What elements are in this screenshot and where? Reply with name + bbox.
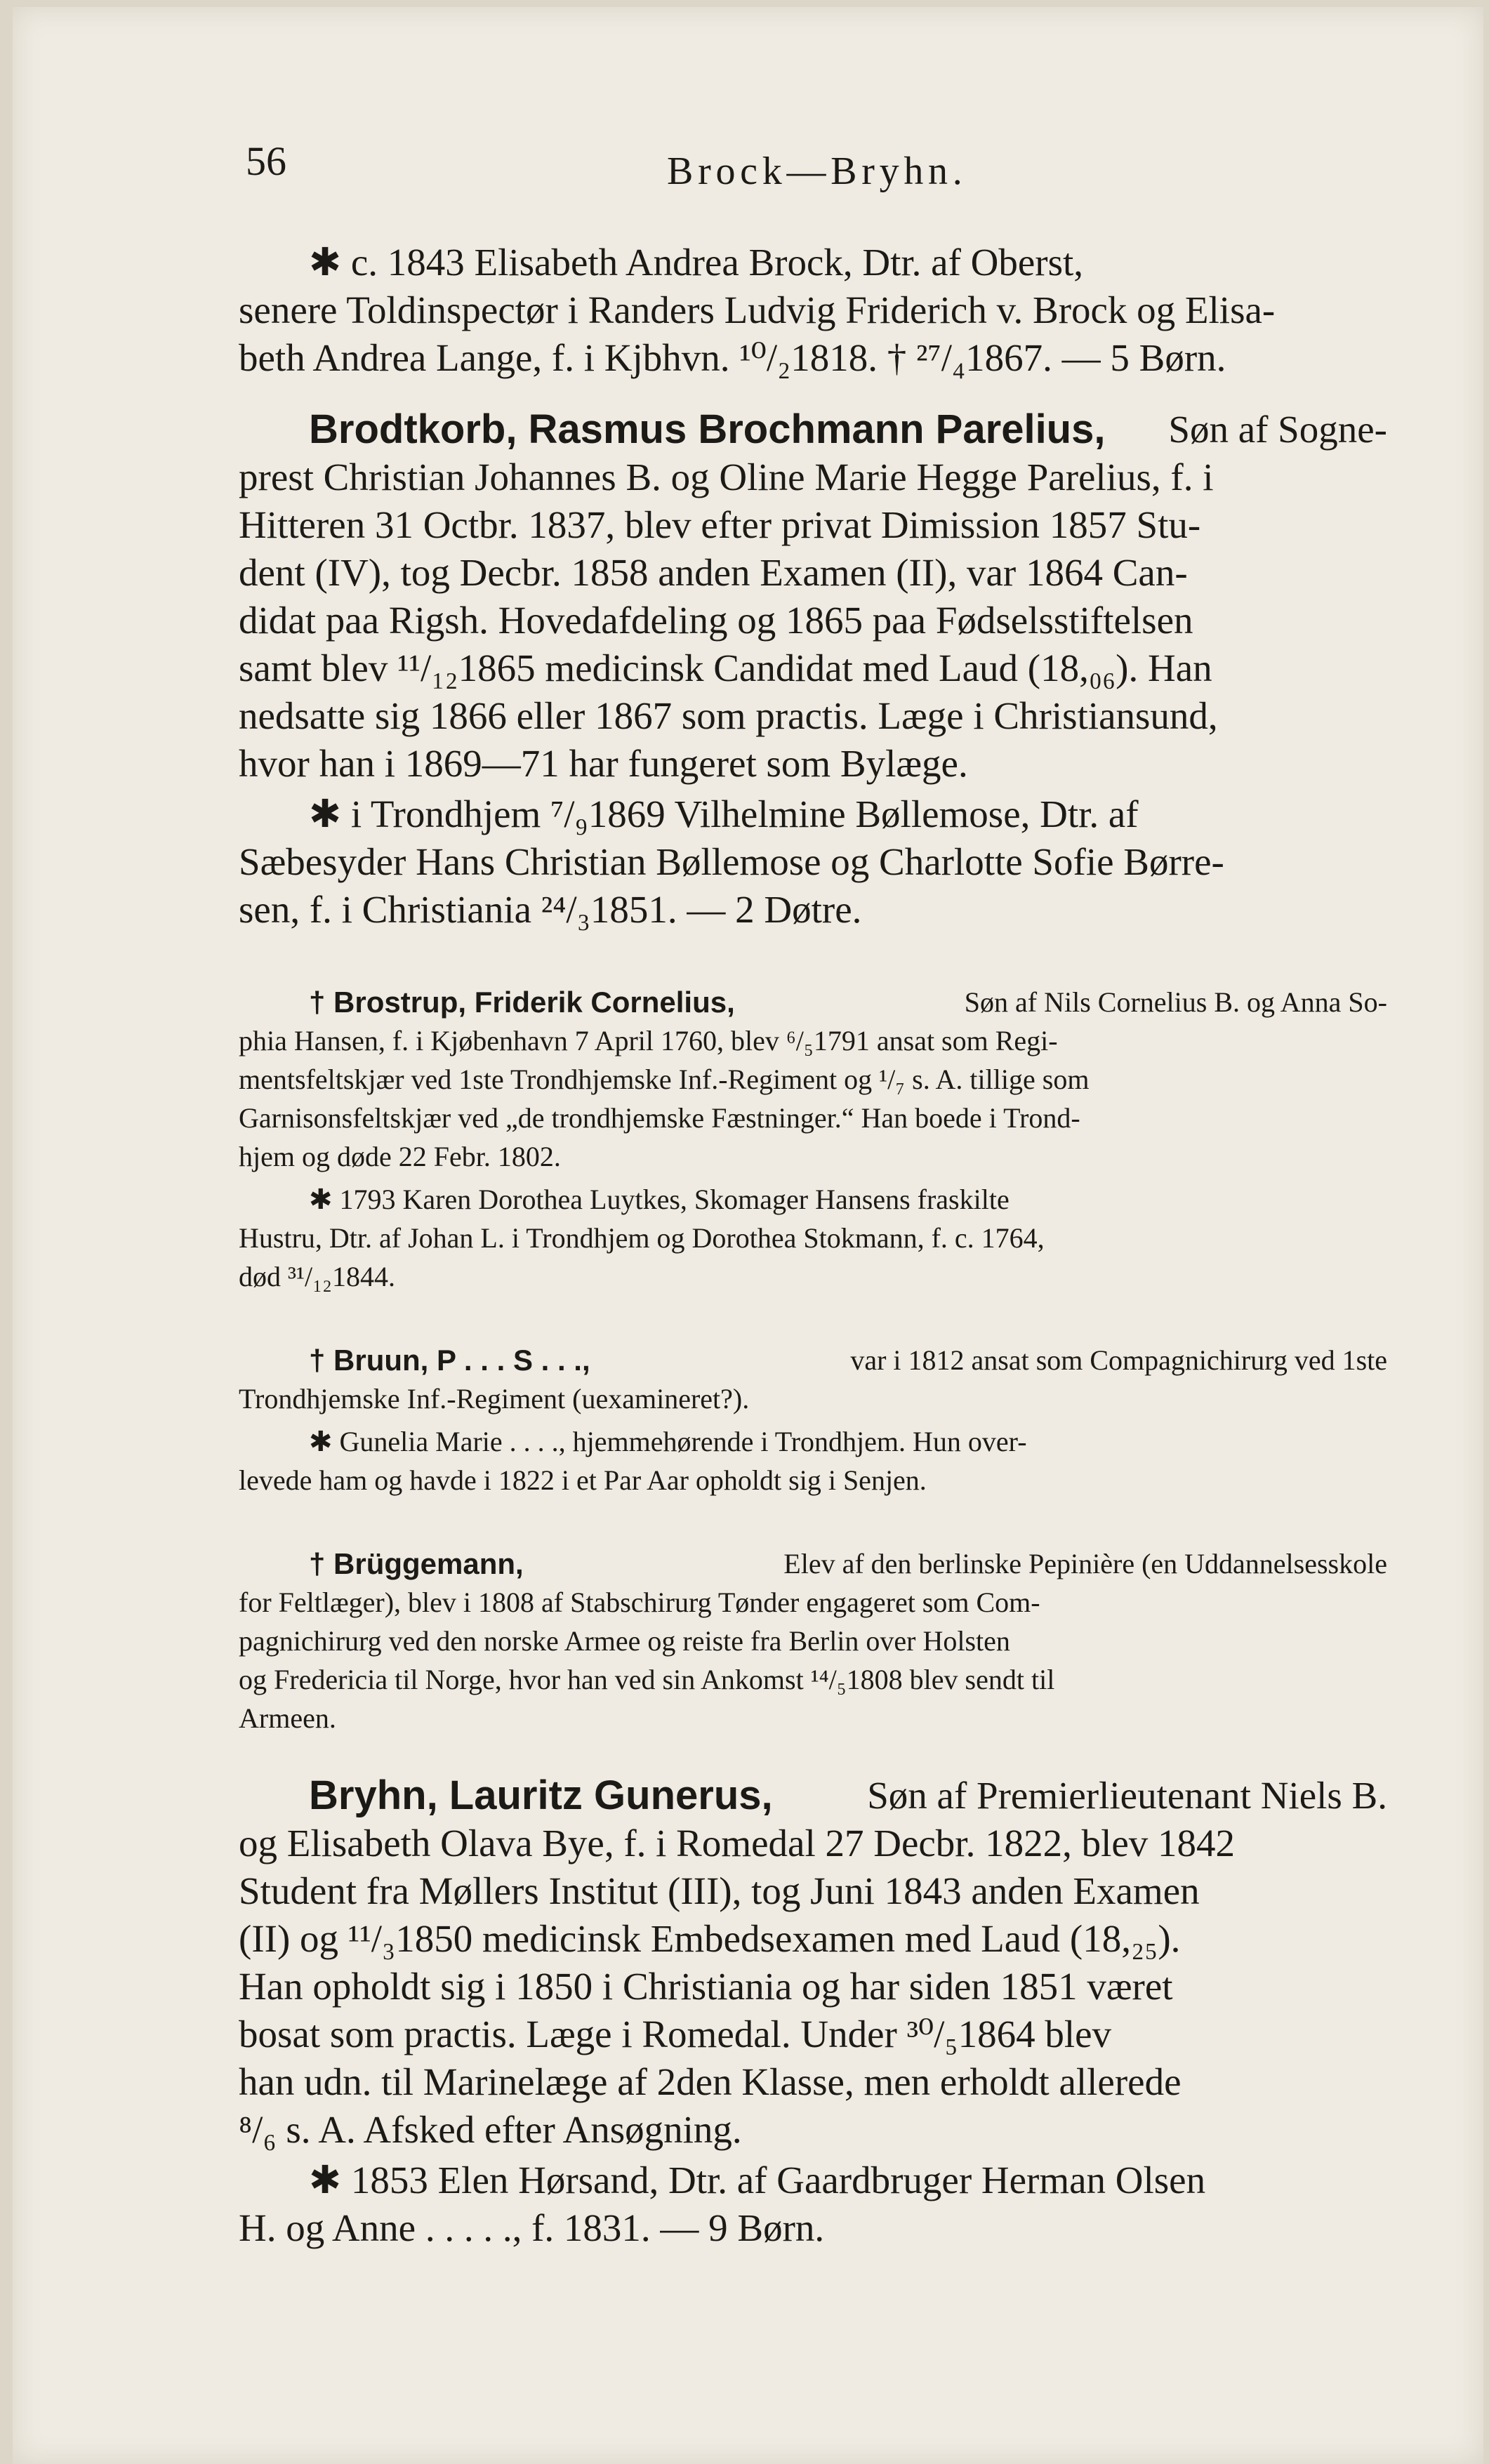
text-fragment: Søn af Sogne- <box>1168 408 1387 451</box>
text-line <box>239 1772 1387 1820</box>
entry-bruggemann <box>239 1544 1387 1737</box>
text-line: ✱ c. 1843 Elisabeth Andrea Brock, Dtr. af Oberst, <box>309 241 1084 284</box>
entry-name: † Brüggemann, <box>309 1547 524 1580</box>
text-line <box>239 983 1387 1021</box>
text-line: for Feltlæger), blev i 1808 af Stabschirurg Tønder engageret som Com- <box>239 1587 1040 1618</box>
text-line: prest Christian Johannes B. og Oline Marie Hegge Parelius, f. i <box>239 456 1214 498</box>
text-line: pagnichirurg ved den norske Armee og reiste fra Berlin over Holsten <box>239 1625 1010 1657</box>
text-line: ✱ 1853 Elen Hørsand, Dtr. af Gaardbruger Herman Olsen <box>309 2159 1206 2201</box>
text-line: ✱ i Trondhjem ⁷/₉1869 Vilhelmine Bøllemose, Dtr. af <box>309 793 1139 835</box>
text-line: hjem og døde 22 Febr. 1802. <box>239 1141 561 1172</box>
text-line: nedsatte sig 1866 eller 1867 som practis. Læge i Christiansund, <box>239 694 1218 737</box>
text-line: samt blev ¹¹/₁₂1865 medicinsk Candidat med Laud (18,₀₆). Han <box>239 647 1212 689</box>
text-fragment: var i 1812 ansat som Compagnichirurg ved 1ste <box>850 1344 1387 1376</box>
text-line: dent (IV), tog Decbr. 1858 anden Examen (II), var 1864 Can- <box>239 551 1188 594</box>
text-line: ✱ 1793 Karen Dorothea Luytkes, Skomager Hansens fraskilte <box>309 1184 1010 1215</box>
text-line: H. og Anne . . . . ., f. 1831. — 9 Børn. <box>239 2206 825 2249</box>
entry-name: Bryhn, Lauritz Gunerus, <box>309 1773 773 1818</box>
entry-bruun <box>239 1341 1387 1499</box>
text-line: hvor han i 1869—71 har fungeret som Bylæge. <box>239 742 968 785</box>
entry-name: † Brostrup, Friderik Cornelius, <box>309 986 735 1019</box>
text-fragment: Søn af Premierlieutenant Niels B. <box>867 1774 1387 1817</box>
text-line: død ³¹/₁₂1844. <box>239 1261 395 1292</box>
text-line: Hitteren 31 Octbr. 1837, blev efter privat Dimission 1857 Stu- <box>239 503 1201 546</box>
text-line: ⁸/₆ s. A. Afsked efter Ansøgning. <box>239 2108 742 2151</box>
entry-name: † Bruun, P . . . S . . ., <box>309 1344 590 1377</box>
text-line: han udn. til Marinelæge af 2den Klasse, men erholdt allerede <box>239 2060 1182 2103</box>
text-line: (II) og ¹¹/₃1850 medicinsk Embedsexamen med Laud (18,₂₅). <box>239 1917 1181 1960</box>
page-number: 56 <box>246 138 286 184</box>
text-line <box>239 1341 1387 1379</box>
text-line: levede ham og havde i 1822 i et Par Aar opholdt sig i Senjen. <box>239 1464 927 1496</box>
text-line: mentsfeltskjær ved 1ste Trondhjemske Inf.-Regiment og ¹/₇ s. A. tillige som <box>239 1064 1090 1095</box>
text-line: ✱ Gunelia Marie . . . ., hjemmehørende i Trondhjem. Hun over- <box>309 1426 1027 1457</box>
text-line: Armeen. <box>239 1702 336 1734</box>
text-line: Garnisonsfeltskjær ved „de trondhjemske Fæstninger.“ Han boede i Trond- <box>239 1102 1080 1134</box>
text-line: Student fra Møllers Institut (III), tog Juni 1843 anden Examen <box>239 1869 1200 1912</box>
text-line: Sæbesyder Hans Christian Bøllemose og Charlotte Sofie Børre- <box>239 840 1224 883</box>
text-line: didat paa Rigsh. Hovedafdeling og 1865 paa Fødselsstiftelsen <box>239 599 1193 642</box>
text-fragment: Elev af den berlinske Pepinière (en Uddannelsesskole <box>783 1548 1387 1579</box>
text-line <box>239 1544 1387 1583</box>
text-line: bosat som practis. Læge i Romedal. Under ³⁰/₅1864 blev <box>239 2013 1112 2055</box>
running-head: Brock—Bryhn. <box>667 150 967 193</box>
text-line: sen, f. i Christiania ²⁴/₃1851. — 2 Døtre. <box>239 888 862 931</box>
entry-brock-wife <box>239 239 1387 382</box>
text-fragment: Søn af Nils Cornelius B. og Anna So- <box>964 986 1387 1018</box>
entry-bryhn <box>239 1772 1387 2252</box>
text-line: phia Hansen, f. i Kjøbenhavn 7 April 1760, blev ⁶/₅1791 ansat som Regi- <box>239 1025 1058 1057</box>
text-line: senere Toldinspectør i Randers Ludvig Friderich v. Brock og Elisa- <box>239 289 1276 331</box>
entry-brodtkorb <box>239 406 1387 934</box>
text-line: og Elisabeth Olava Bye, f. i Romedal 27 Decbr. 1822, blev 1842 <box>239 1822 1236 1864</box>
entry-name: Brodtkorb, Rasmus Brochmann Parelius, <box>309 406 1106 452</box>
entry-brostrup <box>239 983 1387 1296</box>
text-line: beth Andrea Lange, f. i Kjbhvn. ¹⁰/₂1818. † ²⁷/₄1867. — 5 Børn. <box>239 336 1226 379</box>
text-line: Trondhjemske Inf.-Regiment (uexamineret?). <box>239 1383 750 1415</box>
text-line: Han opholdt sig i 1850 i Christiania og har siden 1851 været <box>239 1965 1173 2008</box>
text-line <box>239 406 1387 453</box>
text-line: Hustru, Dtr. af Johan L. i Trondhjem og Dorothea Stokmann, f. c. 1764, <box>239 1222 1045 1254</box>
text-line: og Fredericia til Norge, hvor han ved sin Ankomst ¹⁴/₅1808 blev sendt til <box>239 1664 1055 1695</box>
